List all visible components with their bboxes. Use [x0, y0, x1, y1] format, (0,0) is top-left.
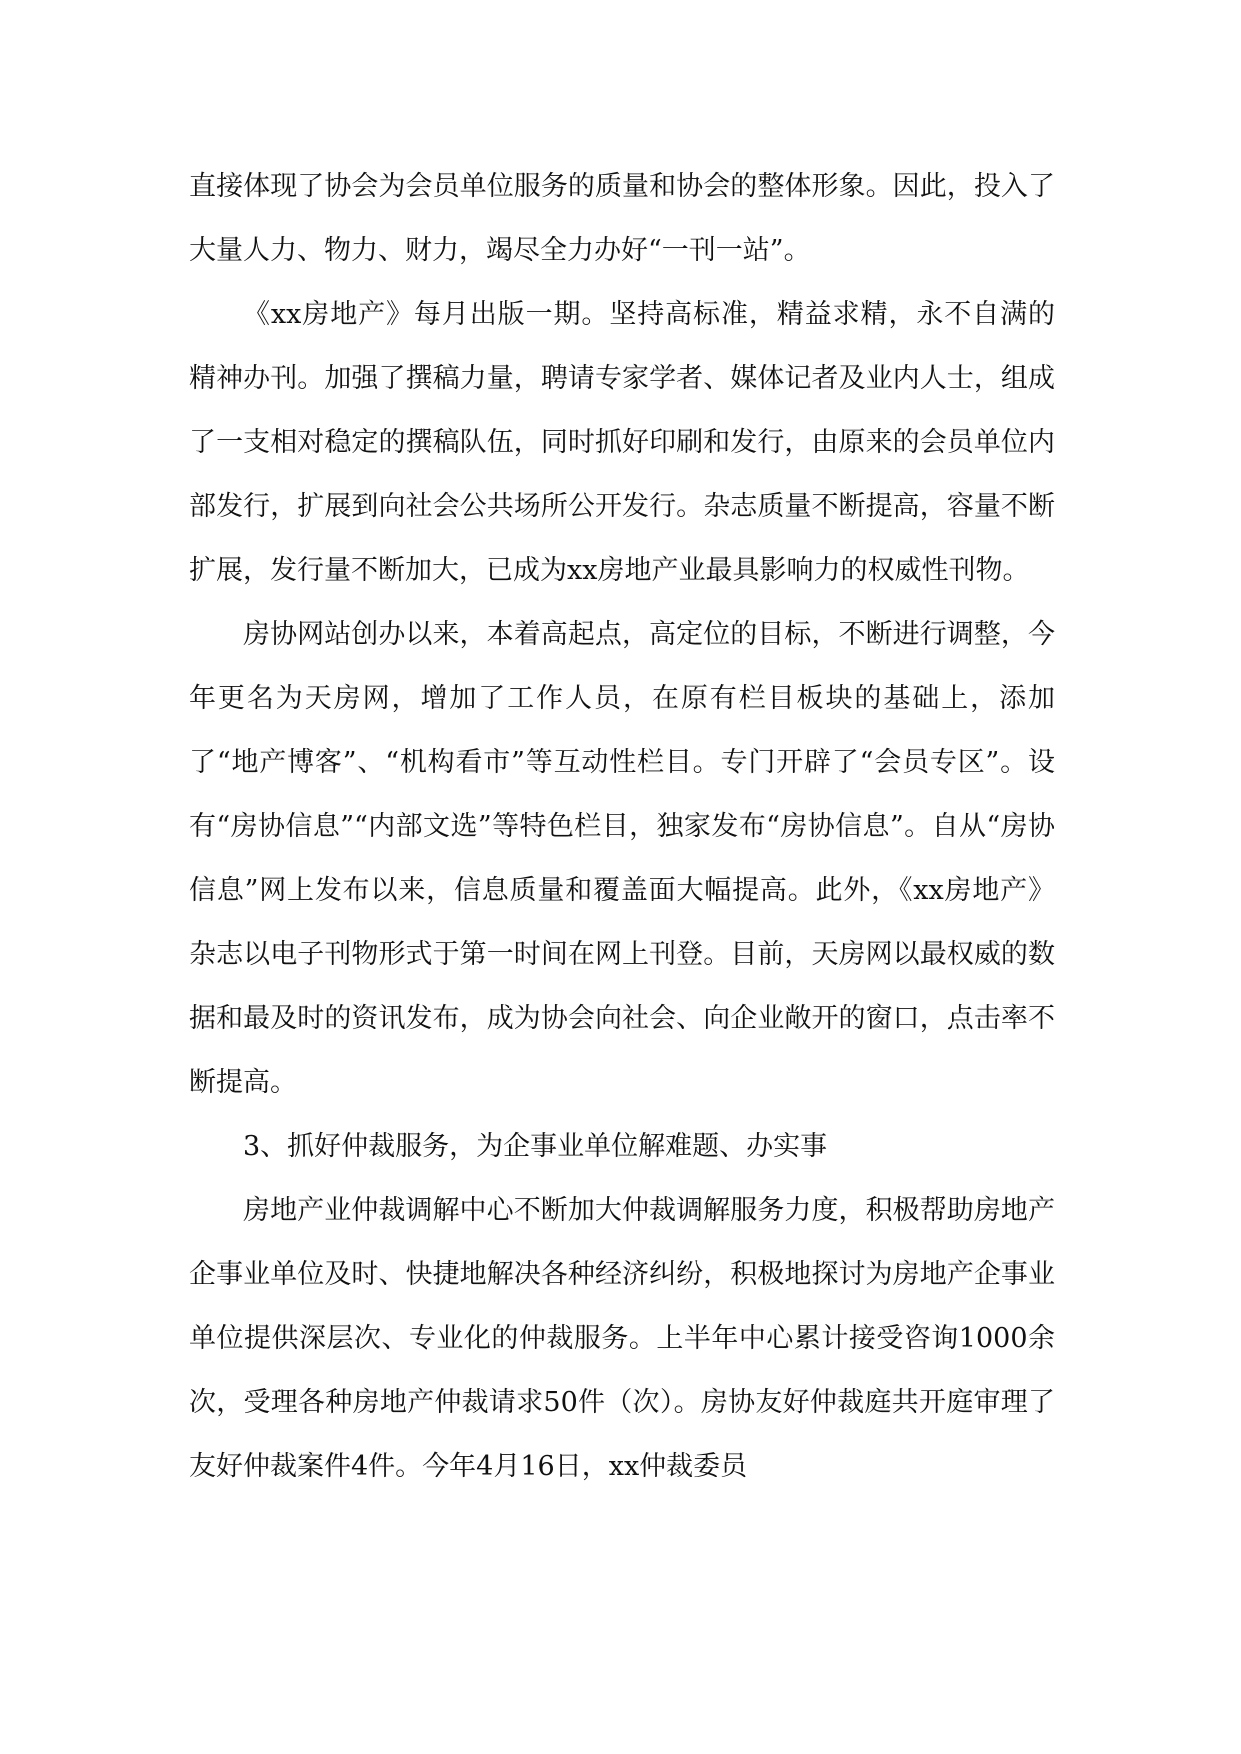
paragraph-2: 《xx房地产》每月出版一期。坚持高标准，精益求精，永不自满的精神办刊。加强了撰稿力量，聘请专家学者、媒体记者及业内人士，组成了一支相对稳定的撰稿队伍，同时抓好印刷和发行，由原来的会员单位内部发行，扩展到向社会公共场所公开发行。杂志质量不断提高，容量不断扩展，发行量不断加大，已成为xx房地产业最具影响力的权威性刊物。 [189, 299, 1055, 586]
paragraph-3: 房协网站创办以来，本着高起点，高定位的目标，不断进行调整，今年更名为天房网，增加了工作人员，在原有栏目板块的基础上，添加了“地产博客”、“机构看市”等互动性栏目。专门开辟了“会员专区”。设有“房协信息”“内部文选”等特色栏目，独家发布“房协信息”。自从“房协信息”网上发布以来，信息质量和覆盖面大幅提高。此外，《xx房地产》杂志以电子刊物形式于第一时间在网上刊登。目前，天房网以最权威的数据和最及时的资讯发布，成为协会向社会、向企业敞开的窗口，点击率不断提高。 [189, 619, 1055, 1098]
paragraph-5: 房地产业仲裁调解中心不断加大仲裁调解服务力度，积极帮助房地产企事业单位及时、快捷地解决各种经济纠纷，积极地探讨为房地产企事业单位提供深层次、专业化的仲裁服务。上半年中心累计接受咨询1000余次，受理各种房地产仲裁请求50件（次）。房协友好仲裁庭共开庭审理了友好仲裁案件4件。今年4月16日，xx仲裁委员 [189, 1195, 1055, 1482]
paragraph-1: 直接体现了协会为会员单位服务的质量和协会的整体形象。因此，投入了大量人力、物力、财力，竭尽全力办好“一刊一站”。 [189, 171, 1055, 266]
section-heading-3: 3、抓好仲裁服务，为企事业单位解难题、办实事 [243, 1131, 828, 1162]
document-body [189, 155, 1055, 1499]
